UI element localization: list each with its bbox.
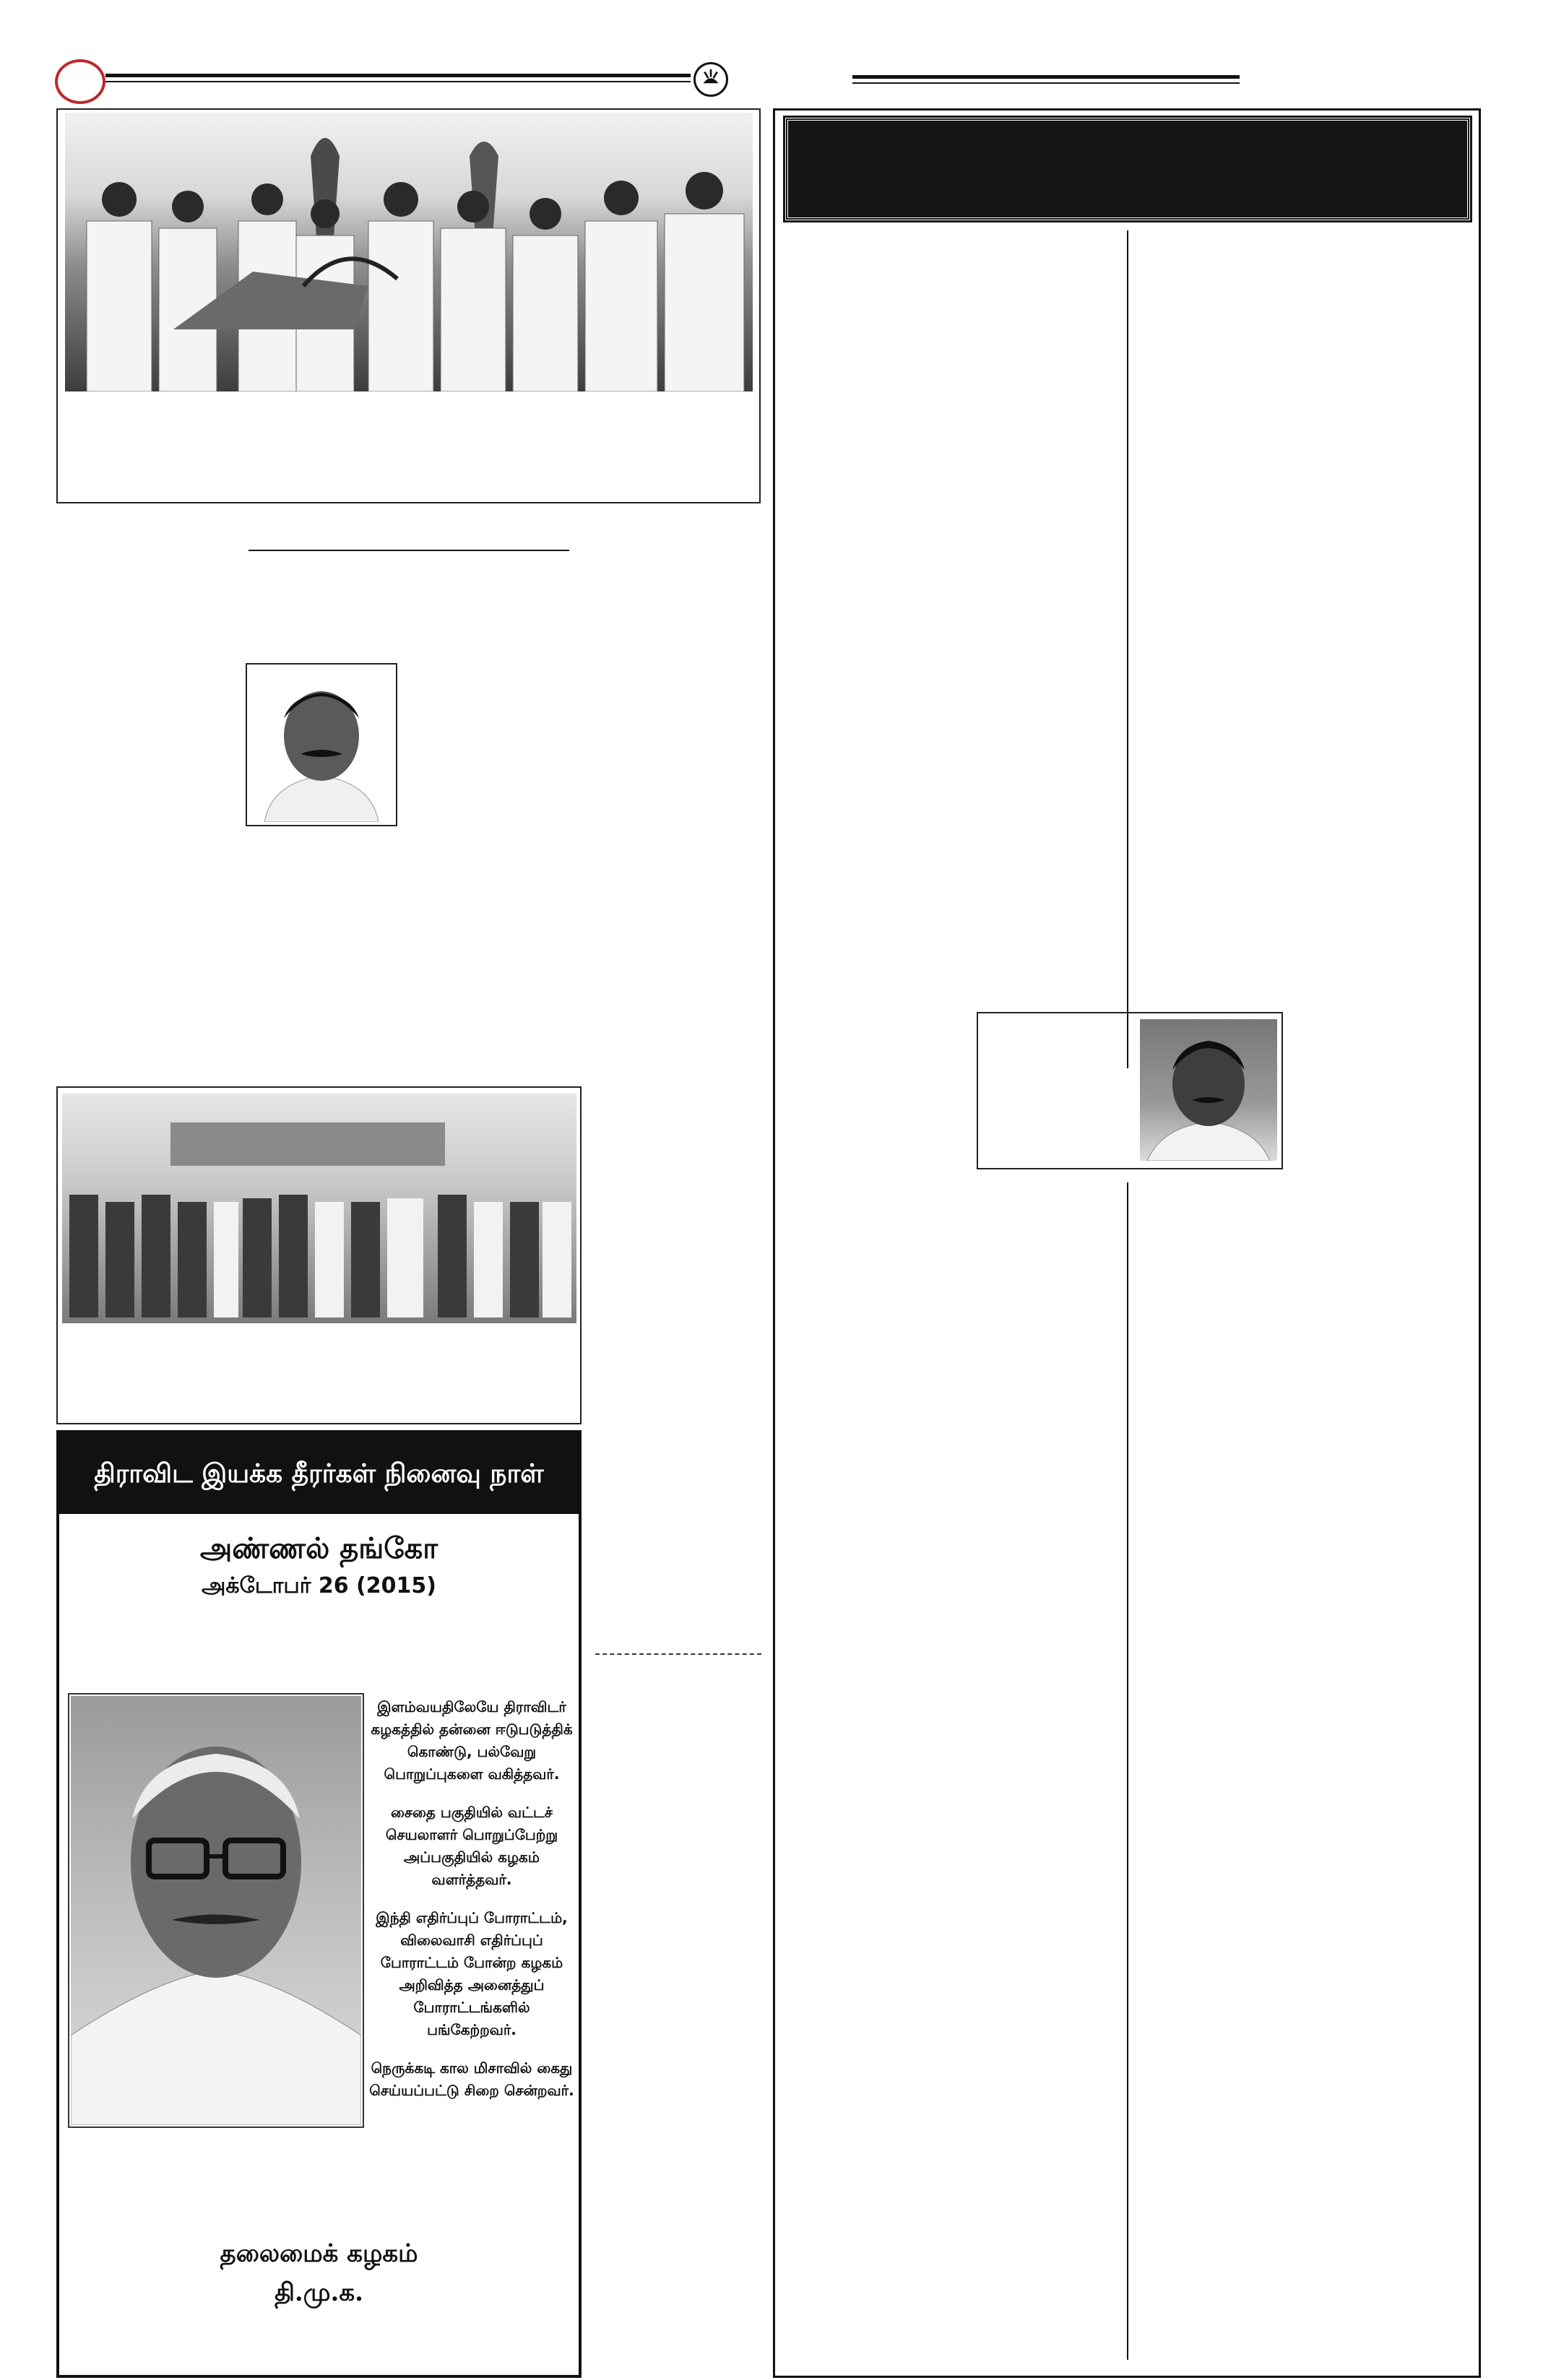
masthead	[0, 0, 1543, 108]
group-photo-box	[56, 1086, 582, 1424]
portrait-photo-2	[1140, 1019, 1277, 1161]
tribute-banner	[59, 1433, 579, 1514]
portrait-thumbnail-1	[246, 663, 397, 826]
portrait-thumbnail-2	[977, 1012, 1283, 1169]
dashed-separator	[595, 1653, 761, 1655]
tribute-name: அண்ணல் தங்கோ	[199, 1531, 438, 1565]
group-photo	[62, 1094, 576, 1323]
column-divider-upper	[1127, 230, 1128, 1068]
tribute-portrait	[68, 1693, 364, 2128]
page-number-circle	[55, 59, 105, 104]
tribute-box	[56, 1430, 582, 2378]
bio-paragraph-2: சைதை பகுதியில் வட்டச் செயலாளர் பொறுப்பேற்று அப்பகுதியில் கழகம் வளர்த்தவர்.	[385, 1804, 558, 1888]
right-article-banner	[785, 118, 1470, 220]
bio-paragraph-1: இளம்வயதிலேயே திராவிடர் கழகத்தில் தன்னை ஈடுபடுத்திக் கொண்டு, பல்வேறு பொறுப்புகளை வகித்தவர்.	[371, 1698, 573, 1783]
tribute-bio	[367, 1696, 576, 2118]
masthead-rule-right-1	[852, 75, 1240, 79]
masthead-rule-left-1	[105, 74, 691, 77]
masthead-rule-right-2	[852, 82, 1240, 84]
bio-paragraph-3: இந்தி எதிர்ப்புப் போராட்டம், விலைவாசி எதிர்ப்புப் போராட்டம் போன்ற கழகம் அறிவித்த அனைத்துப் போராட்டங்களில் பங்கேற்றவர்.	[376, 1909, 568, 2038]
tribute-portrait-photo	[71, 1696, 361, 2125]
masthead-rule-left-2	[105, 81, 691, 82]
field-visit-photo	[65, 113, 753, 391]
field-visit-photo-box	[56, 108, 761, 503]
rising-sun-emblem-icon	[693, 62, 728, 97]
tribute-date: அக்டோபர் 26 (2015)	[202, 1573, 436, 1598]
right-article-box	[773, 108, 1481, 2378]
column-divider-lower	[1127, 1182, 1128, 2360]
portrait-photo-1	[250, 667, 393, 822]
tribute-banner-text: திராவிட இயக்க தீரர்கள் நினைவு நாள்	[94, 1458, 544, 1489]
tribute-footer-line2: தி.மு.க.	[275, 2278, 363, 2307]
tribute-footer-line1: தலைமைக் கழகம்	[220, 2239, 418, 2268]
section-divider	[248, 550, 569, 551]
bio-paragraph-4: நெருக்கடி கால மிசாவில் கைது செய்யப்பட்டு சிறை சென்றவர்.	[369, 2059, 574, 2099]
